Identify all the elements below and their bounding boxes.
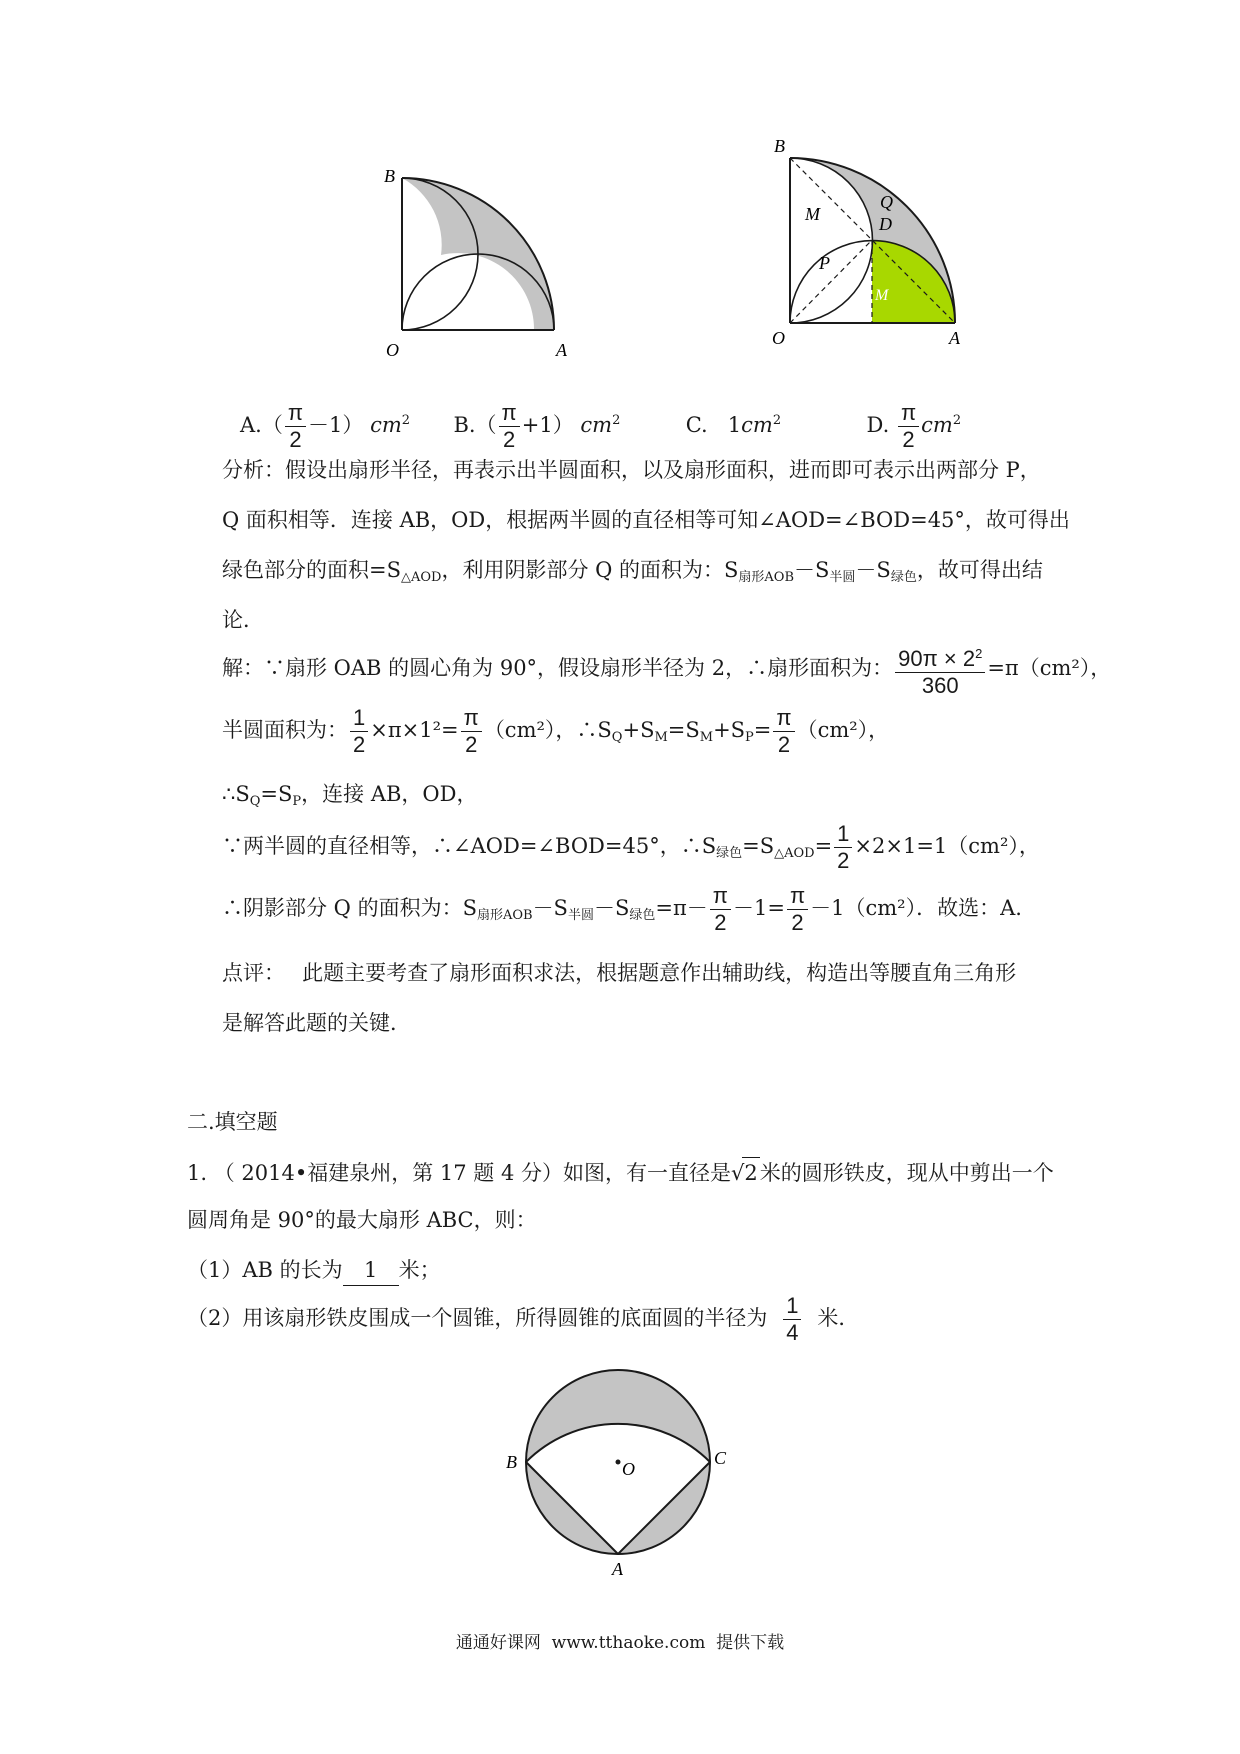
analysis-line-1: 分析：假设出扇形半径，再表示出半圆面积，以及扇形面积，进而即可表示出两部分 P，: [222, 458, 1041, 482]
analysis-line-3: 绿色部分的面积$=S_{\triangle AOD}$，利用阴影部分 Q 的面积为：$S_{扇形AOB}-S_{半圆}-S_{绿色}$，故可得出结: [222, 558, 1043, 585]
figure-circle-sector: [500, 1370, 750, 1580]
question-1-part-1: （1）AB 的长为 1 米；: [187, 1255, 441, 1286]
answer-blank-2: $\frac{1}{4}$: [767, 1290, 817, 1346]
label-Q: Q: [880, 192, 893, 212]
label-B: B: [506, 1452, 517, 1472]
label-M-lower: M: [875, 287, 889, 304]
label-P: P: [819, 253, 830, 273]
option-a: A.（ $\frac{\pi}{2}$ －1） $cm^2$: [240, 400, 411, 452]
footer: 通通好课网 www.tthaoke.com 提供下载: [455, 1633, 785, 1653]
label-A: A: [612, 1559, 623, 1579]
label-M-upper: M: [805, 204, 820, 224]
section-heading: 二.填空题: [187, 1110, 278, 1134]
solution-line-2: 半圆面积为： $\frac{1}{2}$ ×π×1²= $\frac{\pi}{2}$ （cm²），$\therefore S_Q+S_M=S_M+S_P=$ $\frac{\pi}{2}$ （cm²），: [222, 705, 890, 757]
label-O: O: [386, 340, 399, 360]
figure-quarter-circle-1: [370, 150, 590, 370]
question-1-line-1: 1. （ 2014•福建泉州，第 17 题 4 分）如图，有一直径是√2米的圆形铁皮，现从中剪出一个: [187, 1157, 1054, 1188]
solution-line-4: ∵两半圆的直径相等，∴∠AOD=∠BOD=45°，$\therefore S_{绿色}=S_{\triangle AOD}=$ $\frac{1}{2}$ ×2×1=1（cm²），: [222, 821, 1040, 873]
solution-line-3: $\therefore S_Q=S_P$，连接 AB，OD，: [222, 782, 478, 809]
solution-line-1: 解：∵扇形 OAB 的圆心角为 90°，假设扇形半径为 2，∴扇形面积为： $\frac{90\pi \times 2^2}{360}$ =π（cm²），: [222, 640, 1111, 699]
option-c: C. $1cm^2$: [685, 413, 782, 437]
question-1-part-2: （2）用该扇形铁皮围成一个圆锥，所得圆锥的底面圆的半径为 $\frac{1}{4}$ 米．: [187, 1290, 859, 1346]
option-b: B.（ $\frac{\pi}{2}$ +1） $cm^2$: [453, 400, 621, 452]
comment-line-1: 点评： 此题主要考查了扇形面积求法，根据题意作出辅助线，构造出等腰直角三角形: [222, 961, 1017, 985]
shaded-top-segment: [526, 1370, 710, 1462]
solution-line-5: ∴阴影部分 Q 的面积为：$S_{扇形AOB}-S_{半圆}-S_{绿色}=\pi-$ $\frac{\pi}{2}$ －1= $\frac{\pi}{2}$ －1（cm²）．故选：A.: [222, 883, 1022, 935]
label-C: C: [714, 1448, 727, 1468]
label-O: O: [772, 328, 785, 348]
figure-quarter-circle-2: [772, 136, 995, 358]
answer-blank-1: 1: [343, 1255, 399, 1286]
fraction-sector-area: $\frac{90\pi \times 2^2}{360}$: [895, 641, 985, 699]
label-B: B: [384, 166, 395, 186]
comment-line-2: 是解答此题的关键．: [222, 1011, 411, 1035]
question-1-line-2: 圆周角是 90°的最大扇形 ABC，则：: [187, 1208, 537, 1232]
analysis-line-4: 论．: [222, 608, 264, 632]
options-row: [240, 393, 961, 453]
analysis-line-2: Q 面积相等．连接 AB，OD，根据两半圆的直径相等可知∠AOD=∠BOD=45°，故可得出: [222, 508, 1070, 532]
label-A: A: [949, 328, 960, 348]
label-D: D: [879, 214, 892, 234]
label-B: B: [774, 136, 785, 156]
option-d: D. $\frac{\pi}{2}$ $cm^2$: [866, 400, 962, 452]
label-O: O: [622, 1459, 635, 1479]
label-A: A: [556, 340, 567, 360]
